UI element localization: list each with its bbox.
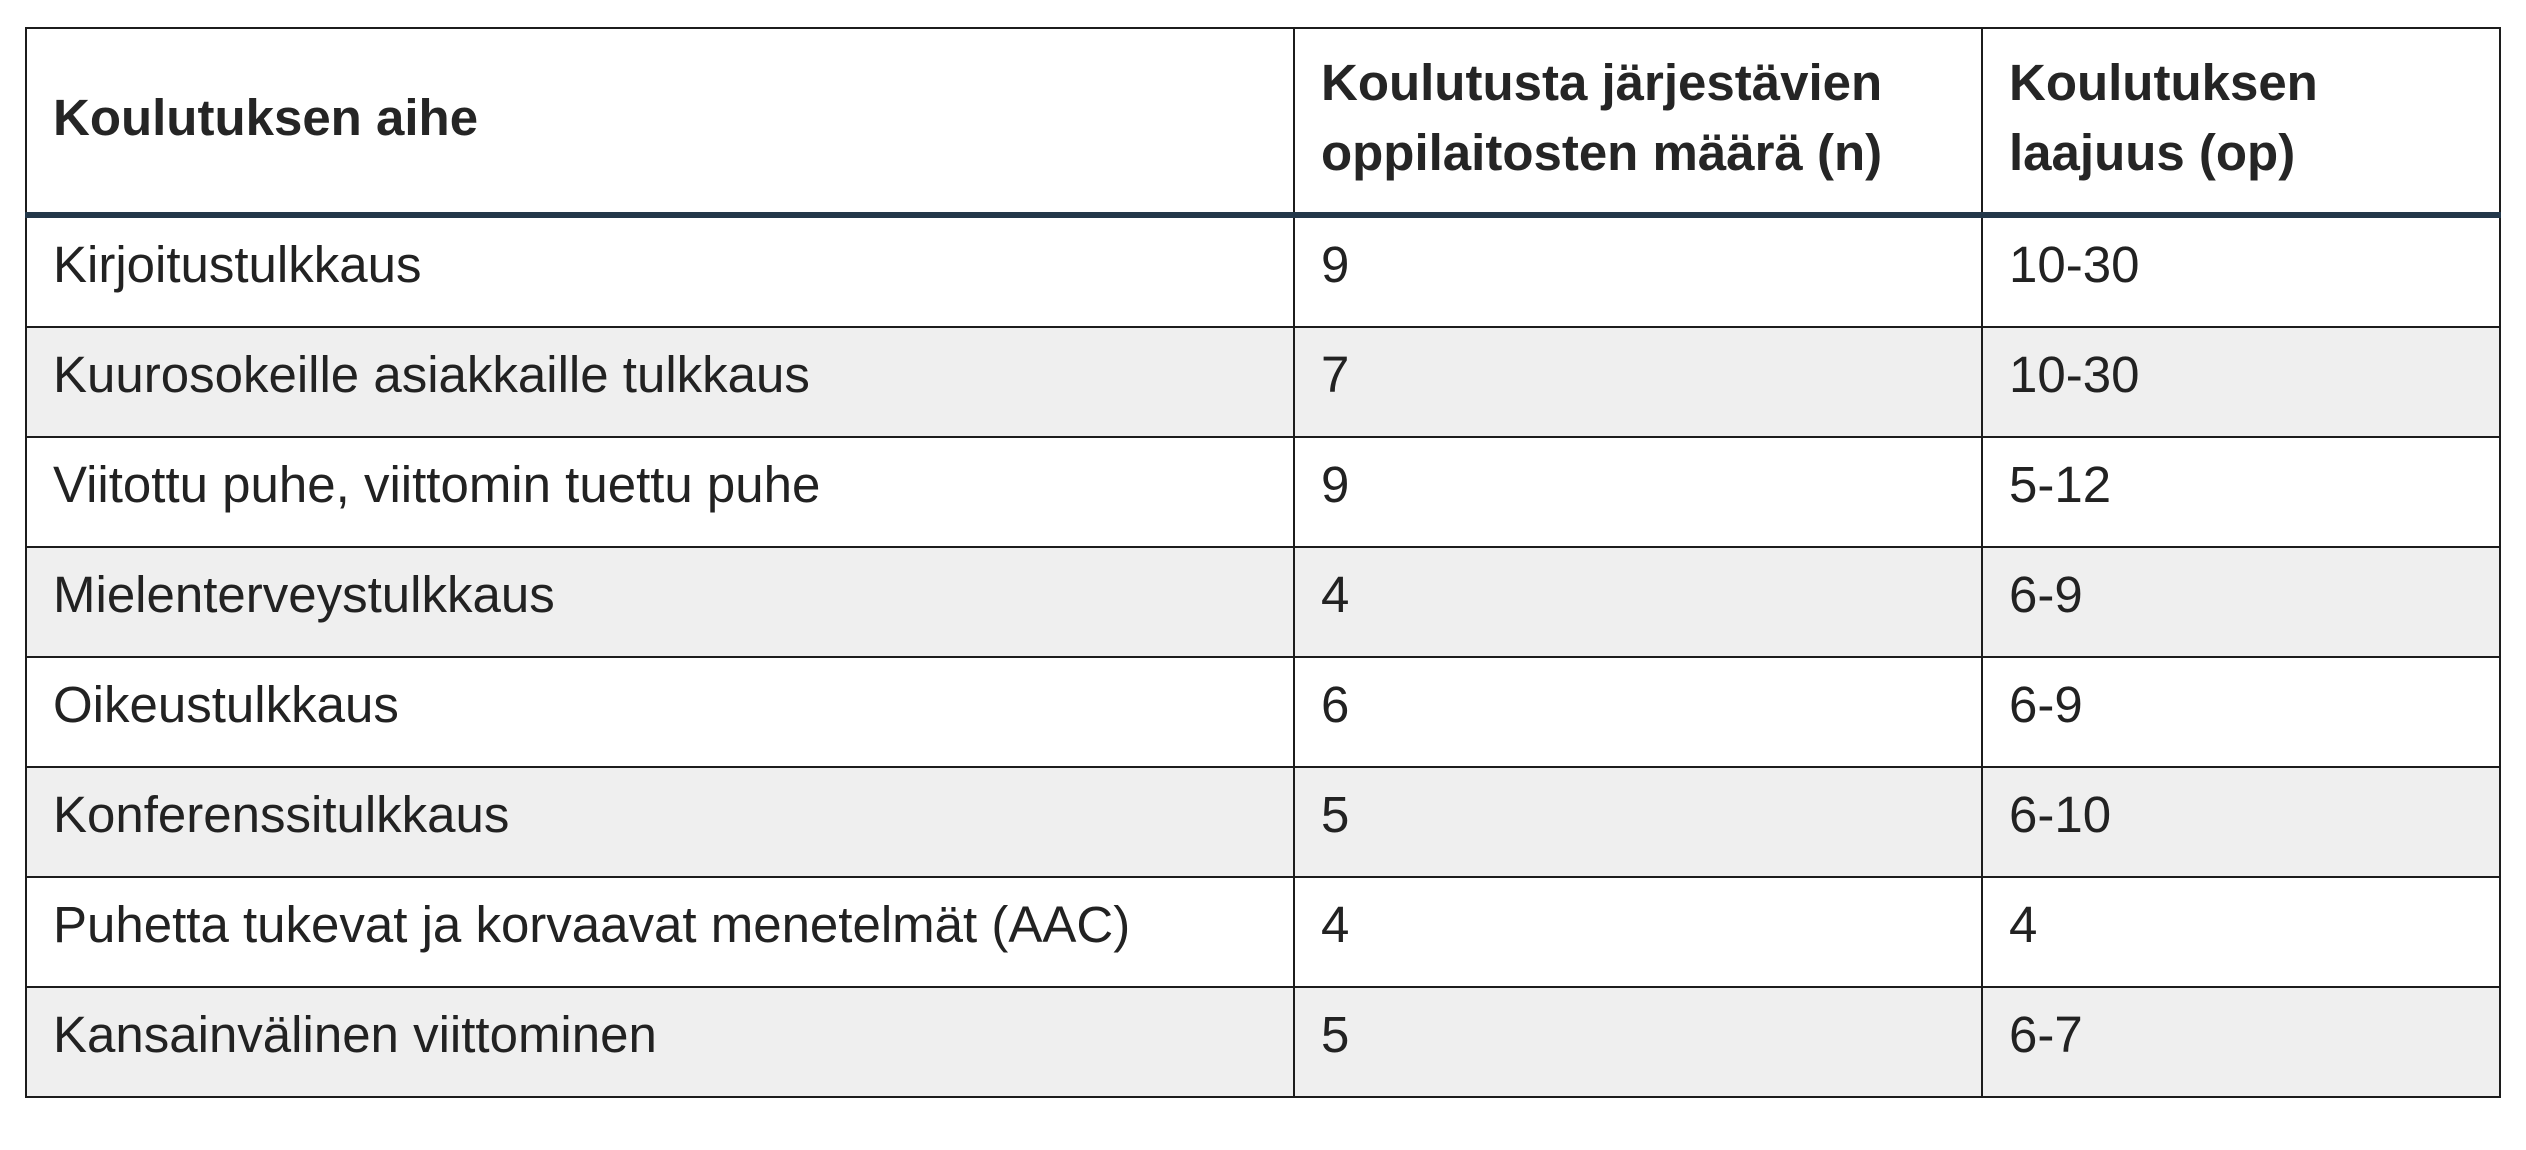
training-table xyxy=(25,27,2501,1098)
header-topic: Koulutuksen aihe xyxy=(26,28,1294,215)
cell-topic: Konferenssitulkkaus xyxy=(26,767,1294,877)
table-row xyxy=(26,547,2500,657)
cell-count: 6 xyxy=(1294,657,1982,767)
cell-scope: 6-9 xyxy=(1982,657,2500,767)
cell-topic: Kuurosokeille asiakkaille tulkkaus xyxy=(26,327,1294,437)
cell-count: 5 xyxy=(1294,987,1982,1097)
cell-count: 9 xyxy=(1294,437,1982,547)
cell-scope: 10-30 xyxy=(1982,215,2500,327)
cell-topic: Viitottu puhe, viittomin tuettu puhe xyxy=(26,437,1294,547)
table-row xyxy=(26,327,2500,437)
cell-count: 5 xyxy=(1294,767,1982,877)
cell-topic: Kirjoitustulkkaus xyxy=(26,215,1294,327)
cell-scope: 6-10 xyxy=(1982,767,2500,877)
cell-scope: 10-30 xyxy=(1982,327,2500,437)
table-row xyxy=(26,437,2500,547)
cell-count: 4 xyxy=(1294,877,1982,987)
table-row xyxy=(26,657,2500,767)
cell-scope: 5-12 xyxy=(1982,437,2500,547)
cell-scope: 6-7 xyxy=(1982,987,2500,1097)
table-body xyxy=(26,215,2500,1097)
table-header xyxy=(26,28,2500,215)
cell-count: 7 xyxy=(1294,327,1982,437)
cell-count: 4 xyxy=(1294,547,1982,657)
cell-count: 9 xyxy=(1294,215,1982,327)
table-row xyxy=(26,767,2500,877)
cell-scope: 4 xyxy=(1982,877,2500,987)
header-scope: Koulutuksen laajuus (op) xyxy=(1982,28,2500,215)
cell-topic: Puhetta tukevat ja korvaavat menetelmät (AAC) xyxy=(26,877,1294,987)
cell-topic: Mielenterveystulkkaus xyxy=(26,547,1294,657)
table-row xyxy=(26,877,2500,987)
header-institution-count: Koulutusta järjestävien oppilaitosten määrä (n) xyxy=(1294,28,1982,215)
table-row xyxy=(26,987,2500,1097)
cell-scope: 6-9 xyxy=(1982,547,2500,657)
table-row xyxy=(26,215,2500,327)
header-row xyxy=(26,28,2500,215)
cell-topic: Oikeustulkkaus xyxy=(26,657,1294,767)
cell-topic: Kansainvälinen viittominen xyxy=(26,987,1294,1097)
